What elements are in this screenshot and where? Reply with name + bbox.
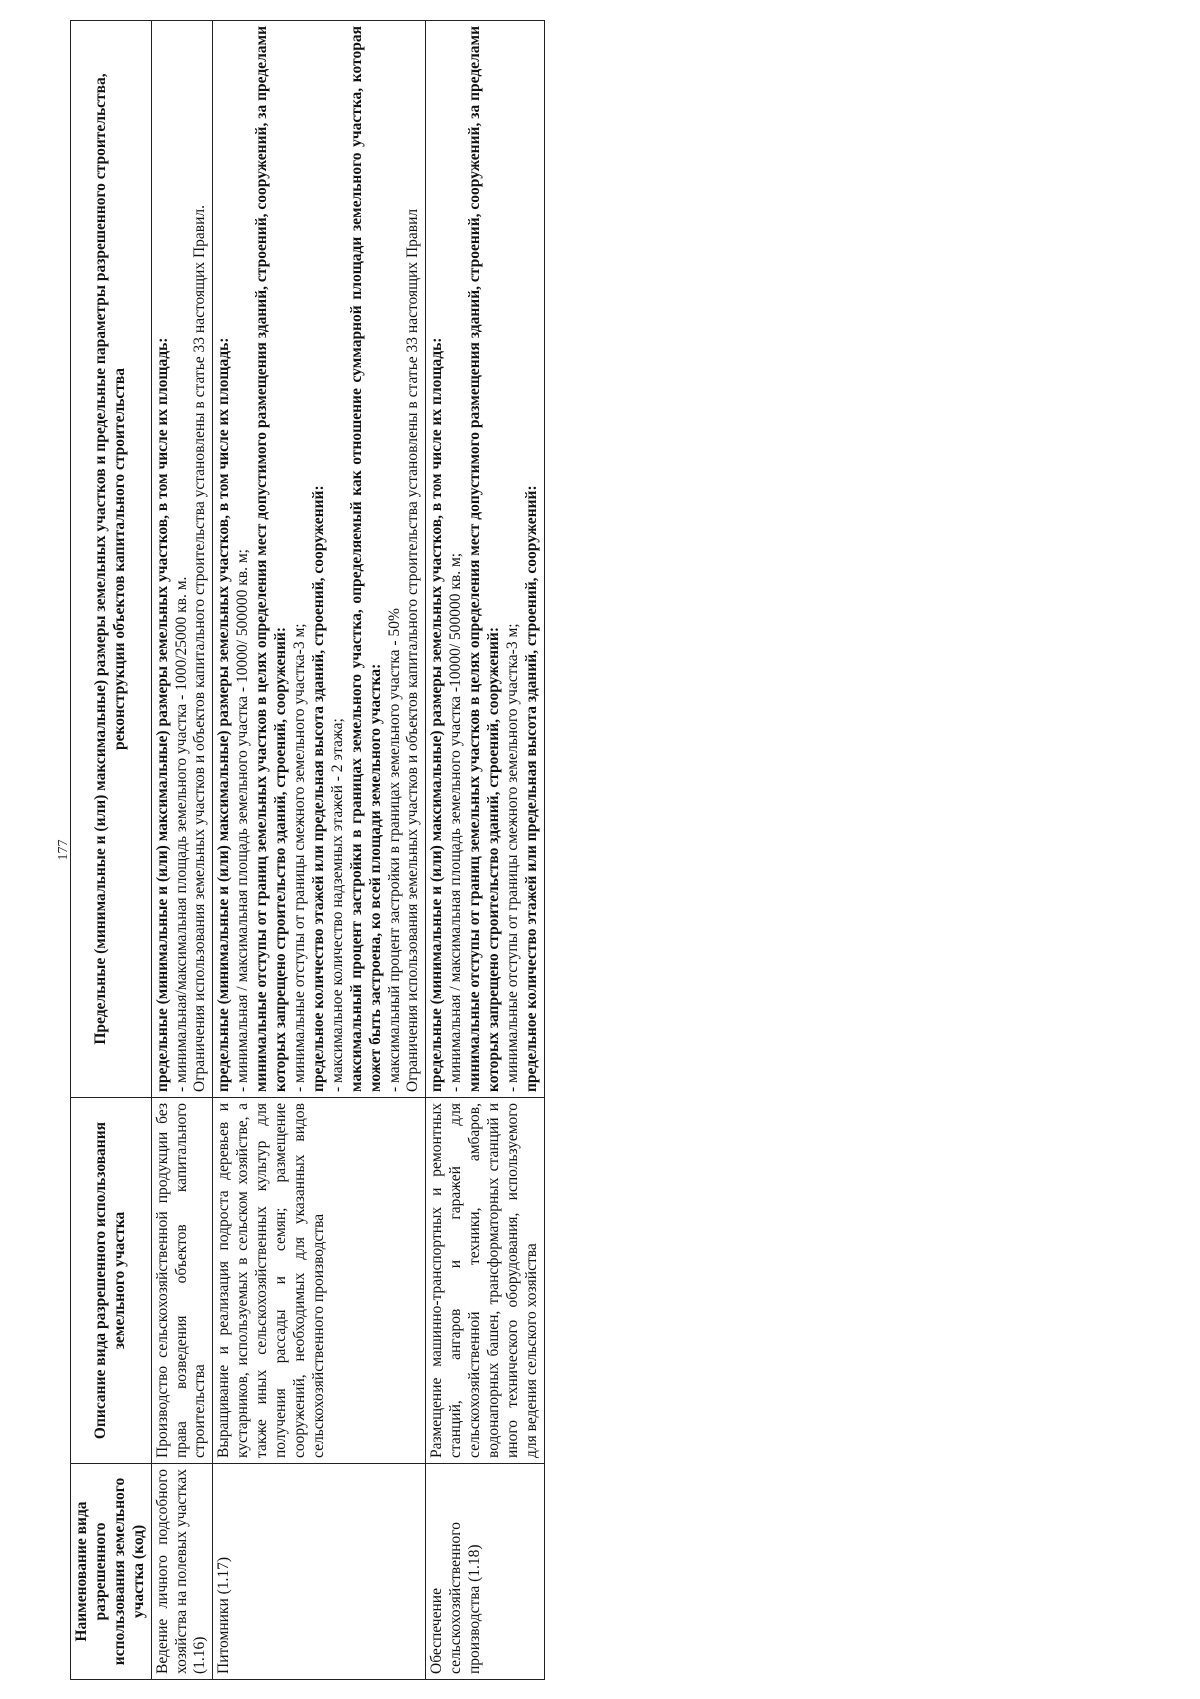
header-use-name: Наименование вида разрешенного использования земельного участка (код) — [71, 1463, 152, 1679]
header-use-parameters: Предельные (минимальные и (или) максимальные) размеры земельных участков и предельные параметры разрешенного строительства, реконструкции объектов капитального строительства — [71, 20, 152, 1097]
parameter-heading: максимальный процент застройки в границах земельного участка, определяемый как отношение суммарной площади земельного участка, которая может быть застроена, ко всей площади земельного участка: — [347, 25, 384, 1092]
cell-use-name: Ведение личного подсобного хозяйства на полевых участках (1.16) — [151, 1463, 213, 1679]
parameter-line: - минимальная / максимальная площадь земельного участка - 10000/ 500000 кв. м; — [234, 548, 252, 1092]
parameter-heading: предельные (минимальные и (или) максимальные) размеры земельных участков, в том числе их площадь: — [215, 337, 233, 1092]
cell-use-name: Питомники (1.17) — [213, 1463, 426, 1679]
cell-use-description: Размещение машинно-транспортных и ремонтных станций, ангаров и гаражей для сельскохозяйственной техники, амбаров, водонапорных башен, трансформаторных станций и иного технического оборудования, используемого для ведения сельского хозяйства — [426, 1097, 544, 1463]
parameter-line: Ограничения использования земельных участков и объектов капитального строительства установлены в статье 33 настоящих Правил. — [191, 204, 209, 1092]
parameter-heading: минимальные отступы от границ земельных участков в целях определения мест допустимого размещения зданий, строений, сооружений, за пределами которых запрещено строительство зданий, строений, сооружений: — [253, 25, 290, 1092]
parameter-line: - минимальные отступы от границы смежного земельного участка-3 м; — [290, 622, 308, 1092]
parameter-heading: предельные (минимальные и (или) максимальные) размеры земельных участков, в том числе их площадь: — [428, 337, 446, 1092]
parameter-heading: минимальные отступы от границ земельных участков в целях определения мест допустимого размещения зданий, строений, сооружений, за пределами которых запрещено строительство зданий, строений, сооружений: — [466, 25, 503, 1092]
parameter-heading: предельное количество этажей или предельная высота зданий, строений, сооружений: — [522, 484, 540, 1092]
cell-use-parameters — [213, 20, 426, 1097]
table-row — [426, 20, 544, 1679]
table-row — [151, 20, 213, 1679]
rotated-page — [56, 20, 1130, 1680]
parameter-heading: предельное количество этажей или предельная высота зданий, строений, сооружений: — [309, 484, 327, 1092]
table-header-row — [71, 20, 152, 1679]
header-use-description: Описание вида разрешенного использования земельного участка — [71, 1097, 152, 1463]
parameter-line: - максимальное количество надземных этажей - 2 этажа; — [328, 717, 346, 1092]
parameter-line: - минимальная / максимальная площадь земельного участка -10000/ 500000 кв. м; — [447, 552, 465, 1092]
parameter-line: - минимальная/максимальная площадь земельного участка - 1000/25000 кв. м. — [172, 576, 190, 1092]
parameter-line: - максимальный процент застройки в границах земельного участка - 50% — [385, 607, 403, 1092]
cell-use-parameters — [426, 20, 544, 1097]
land-use-table — [70, 20, 545, 1680]
cell-use-name: Обеспечение сельскохозяйственного производства (1.18) — [426, 1463, 544, 1679]
table-row — [213, 20, 426, 1679]
cell-use-parameters — [151, 20, 213, 1097]
cell-use-description: Выращивание и реализация подроста деревьев и кустарников, используемых в сельском хозяйстве, а также иных сельскохозяйственных культур для получения рассады и семян; размещение сооружений, необходимых для указанных видов сельскохозяйственного производства — [213, 1097, 426, 1463]
parameter-line: - минимальные отступы от границы смежного земельного участка-3 м; — [503, 622, 521, 1092]
cell-use-description: Производство сельскохозяйственной продукции без права возведения объектов капитального строительства — [151, 1097, 213, 1463]
parameter-line: Ограничения использования земельных участков и объектов капитального строительства установлены в статье 33 настоящих Правил — [404, 208, 422, 1092]
table-body — [151, 20, 544, 1679]
parameter-heading: предельные (минимальные и (или) максимальные) размеры земельных участков, в том числе их площадь: — [153, 337, 171, 1092]
page-number: 177 — [56, 839, 71, 860]
